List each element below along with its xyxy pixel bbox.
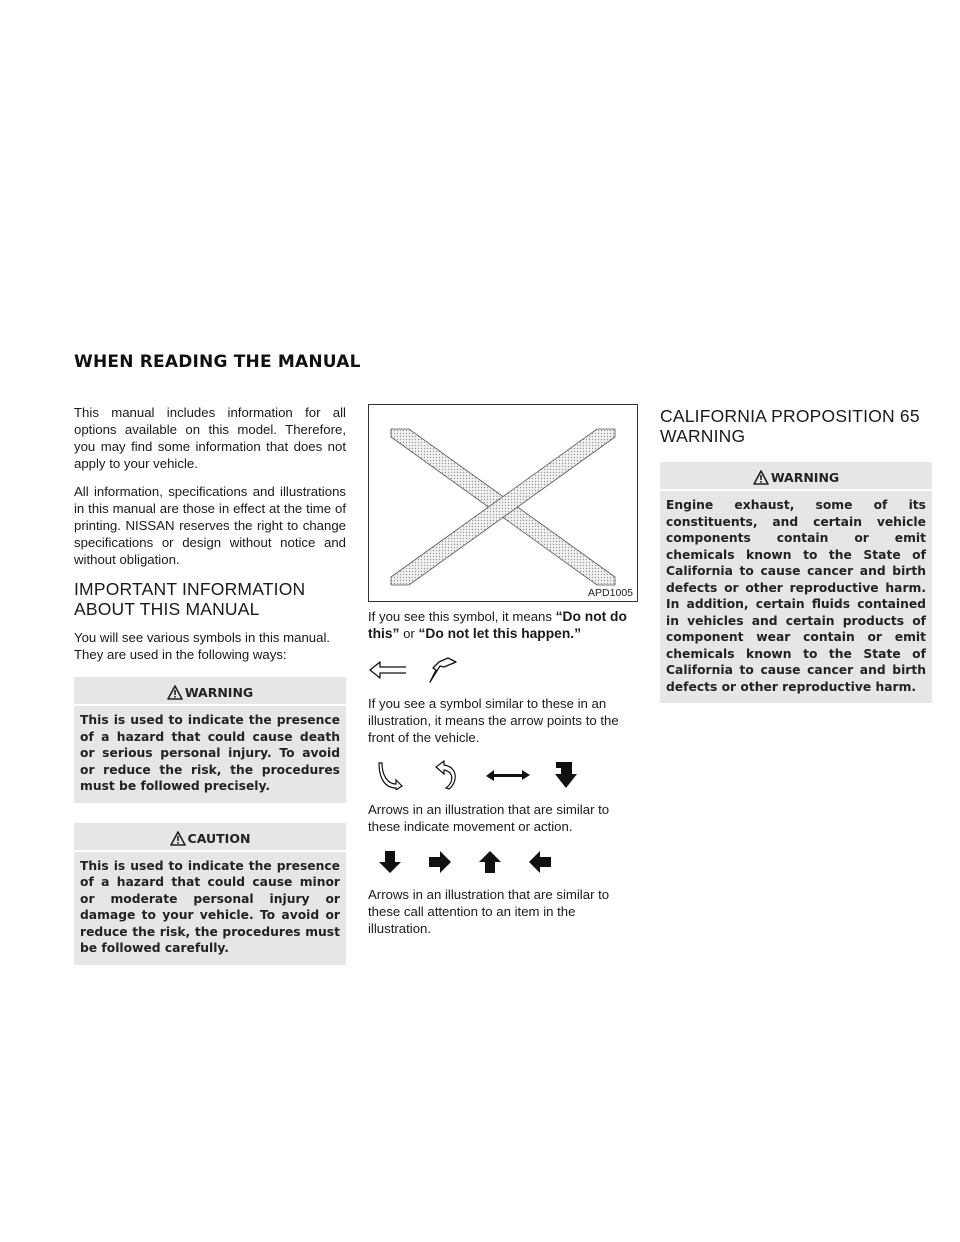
- prop65-warning-text: Engine exhaust, some of its constituents, and certain vehicle components contain or emit chemicals known to the State of California to cause cancer and birth defects or other reproductive harm. In addition, certain fluids contained in vehicles and certain products of component wear contain or emit chemicals known to the State of California to cause cancer and birth defects or other reproductive harm.: [666, 498, 926, 694]
- do-not-phrase-1: “Do not do this”: [368, 609, 627, 641]
- warning-text: This is used to indicate the presence of a hazard that could cause death or serious personal injury. To avoid or reduce the risk, the procedures must be followed precisely.: [80, 713, 340, 793]
- arrow-left-icon: [528, 850, 552, 874]
- warning-triangle-icon: [167, 685, 183, 700]
- warning-label: WARNING: [184, 685, 254, 700]
- prop65-warning-box: [660, 462, 932, 703]
- intro-paragraph-2: All information, specifications and illustrations in this manual are those in effect at the time of printing. NISSAN reserves the right to change specifications or design without notice and without obligation.: [74, 484, 346, 567]
- attention-arrows-text: Arrows in an illustration that are similar to these call attention to an item in the illustration.: [368, 887, 610, 936]
- caution-box: [74, 823, 346, 965]
- front-arrows-text: If you see a symbol similar to these in an illustration, it means the arrow points to the front of the vehicle.: [368, 696, 619, 745]
- caution-text: This is used to indicate the presence of a hazard that could cause minor or moderate personal injury or damage to your vehicle. To avoid or reduce the risk, the procedures must be followed carefully.: [80, 858, 340, 955]
- front-arrow-straight-icon: [368, 660, 408, 680]
- bent-arrow-icon: [550, 760, 578, 790]
- section-title: WHEN READING THE MANUAL: [74, 352, 361, 372]
- figure-code: APD1005: [588, 587, 633, 599]
- attention-arrows-row: [368, 846, 640, 878]
- front-arrows-row: [368, 653, 640, 687]
- do-not-paragraph: [368, 608, 640, 642]
- heading-important-information: IMPORTANT INFORMATION ABOUT THIS MANUAL: [74, 579, 306, 619]
- curved-arrow-up-icon: [432, 760, 458, 790]
- do-not-or: or: [399, 626, 419, 641]
- curved-arrow-down-icon: [378, 760, 404, 790]
- arrow-up-icon: [478, 850, 502, 874]
- caution-label: CAUTION: [187, 830, 251, 846]
- arrow-down-icon: [378, 850, 402, 874]
- arrow-right-icon: [428, 850, 452, 874]
- intro-paragraph-1: This manual includes information for all options available on this model. Therefore, you may find some information that does not apply to your vehicle.: [74, 405, 346, 471]
- symbols-intro: You will see various symbols in this manual. They are used in the following ways:: [74, 630, 331, 662]
- do-not-text: If you see this symbol, it means: [368, 609, 556, 624]
- warning-triangle-icon: [170, 831, 186, 846]
- prop65-warning-label: WARNING: [770, 470, 840, 485]
- caution-header: [74, 823, 346, 852]
- heading-california-prop65: CALIFORNIA PROPOSITION 65 WARNING: [660, 406, 920, 446]
- double-arrow-icon: [484, 766, 532, 784]
- column-right: [660, 404, 932, 717]
- warning-box: [74, 677, 346, 803]
- movement-arrows-row: [368, 757, 640, 793]
- column-middle: [368, 404, 640, 948]
- front-arrow-angled-icon: [426, 656, 460, 684]
- do-not-phrase-2: “Do not let this happen.”: [418, 626, 581, 641]
- movement-arrows-text: Arrows in an illustration that are similar to these indicate movement or action.: [368, 802, 610, 834]
- column-left: [74, 404, 346, 979]
- do-not-symbol-figure: [368, 404, 638, 602]
- warning-triangle-icon: [753, 470, 769, 485]
- cross-x-icon: [369, 405, 637, 601]
- prop65-warning-header: [660, 462, 932, 491]
- warning-header: [74, 677, 346, 706]
